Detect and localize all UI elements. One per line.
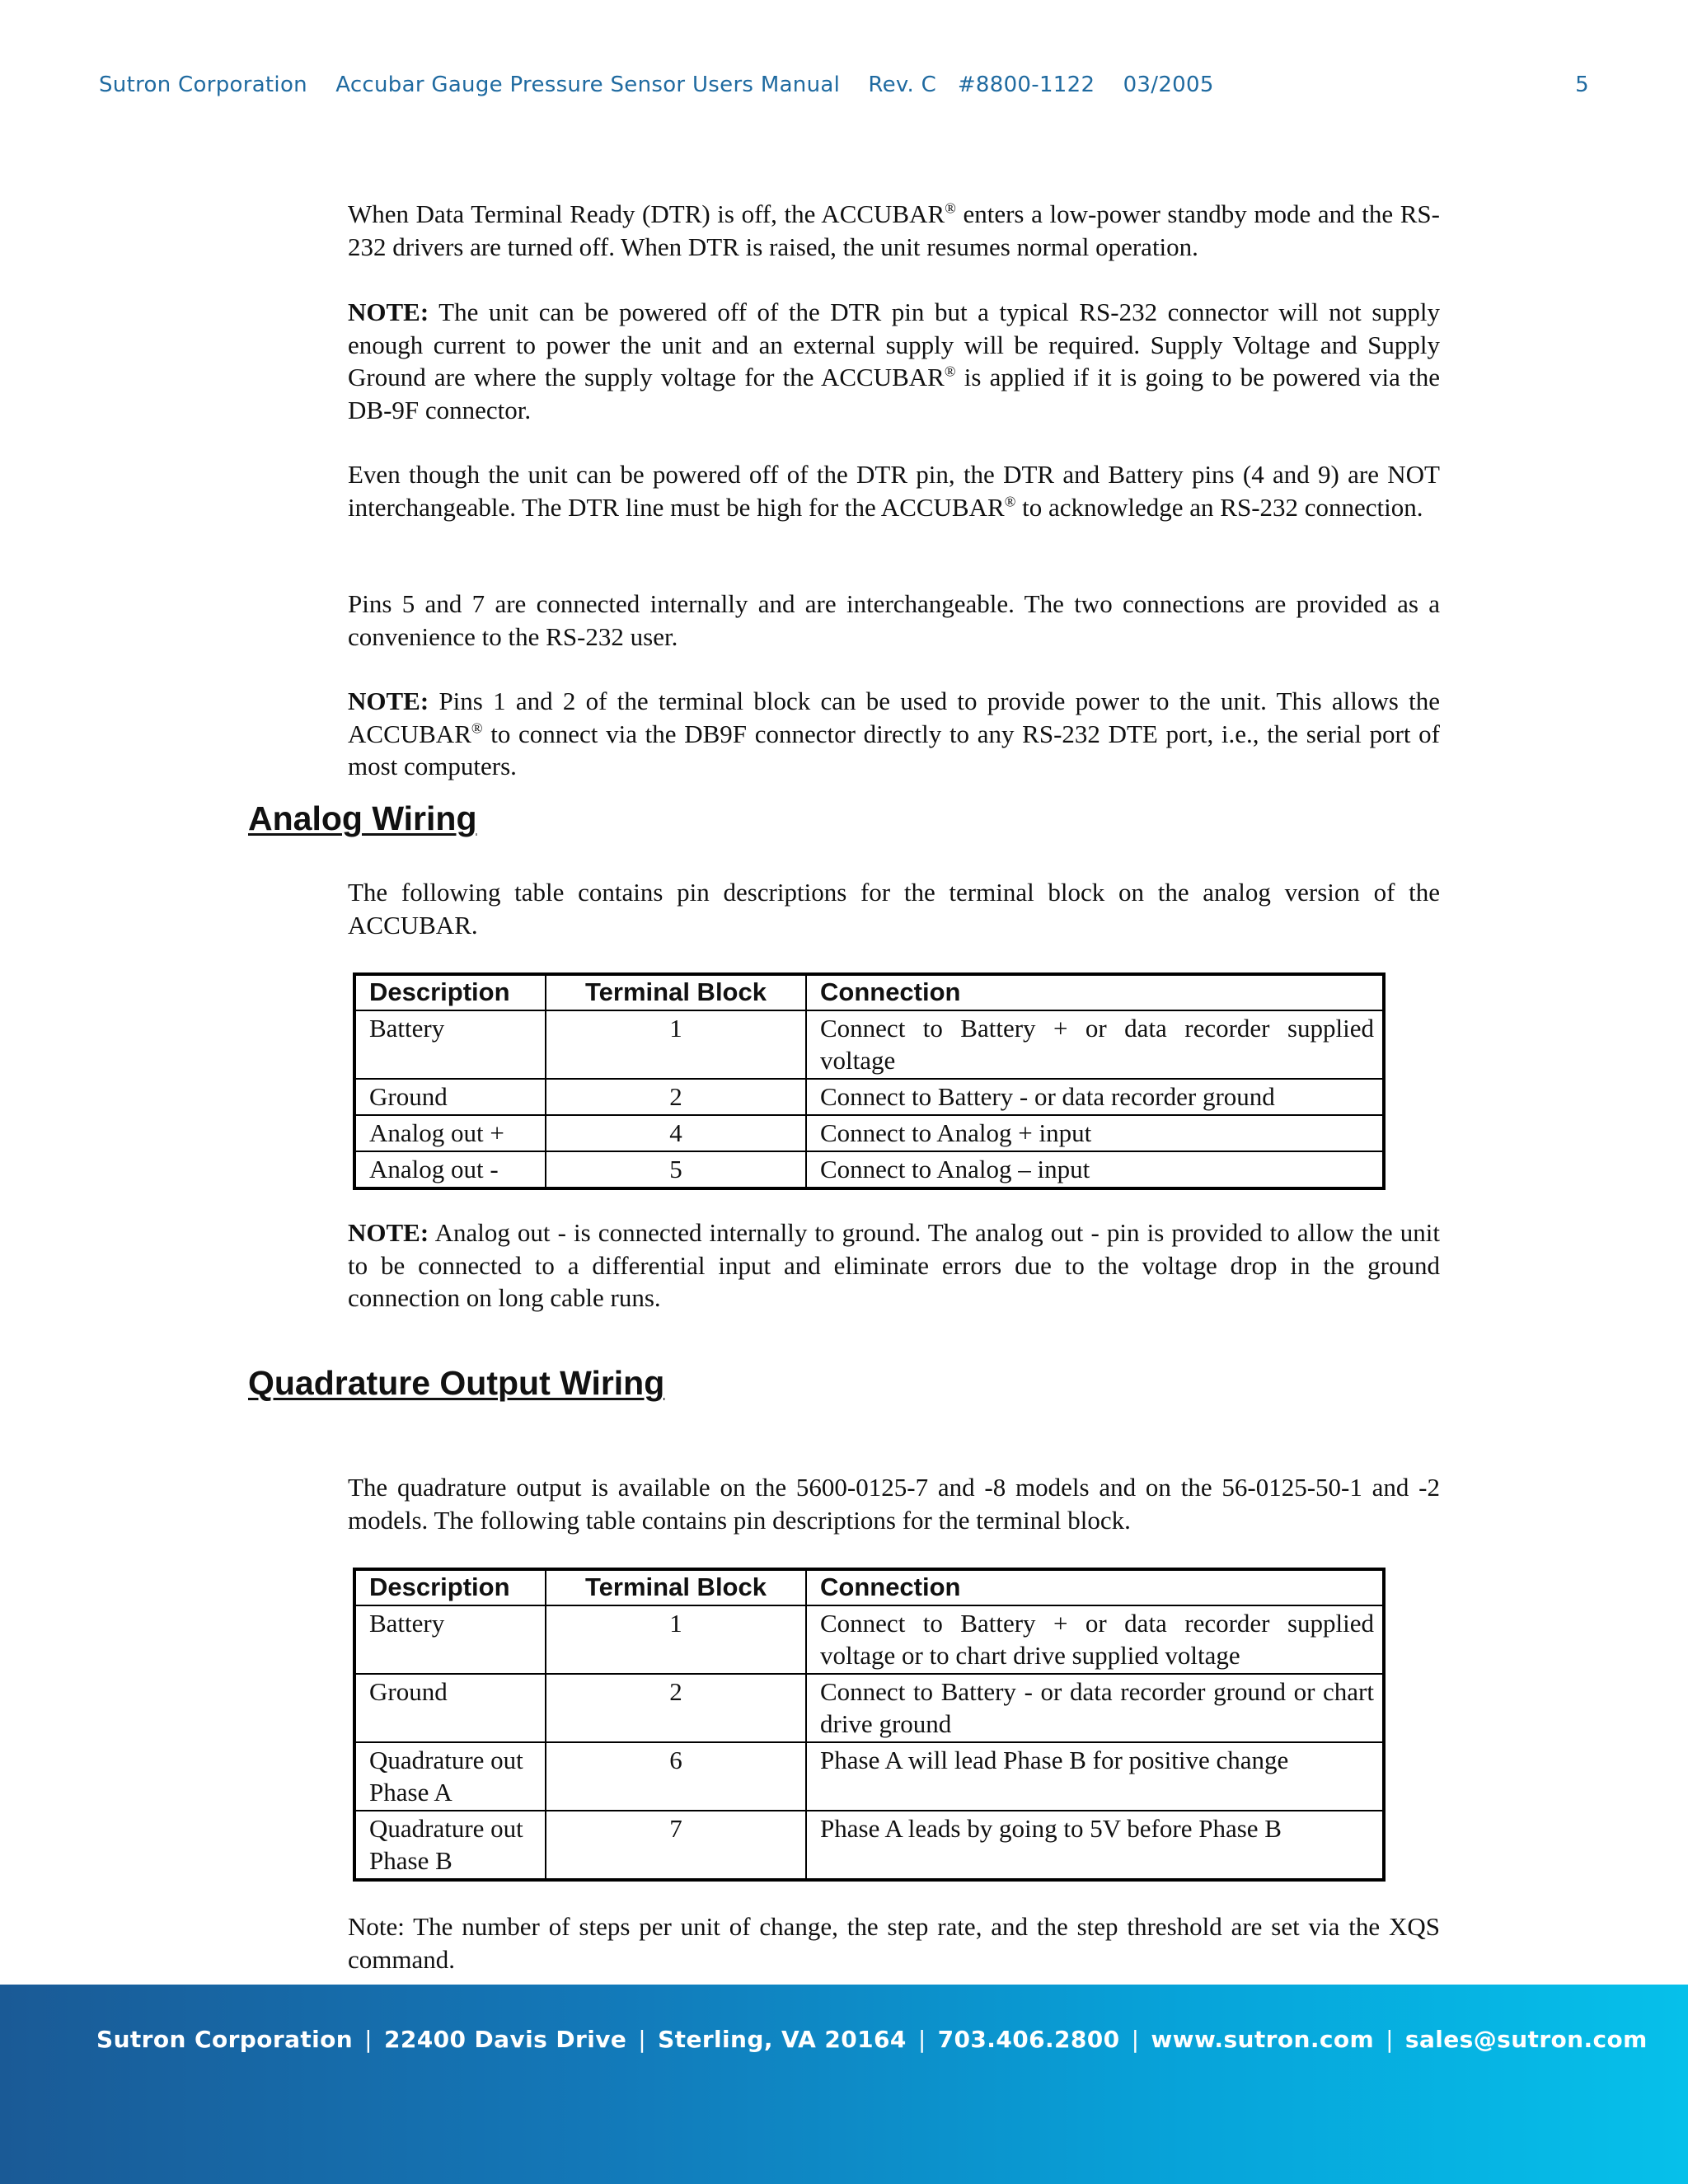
note-terminal-power: NOTE: Pins 1 and 2 of the terminal block can be used to provide power to the unit. This allows the ACCUBAR® to connect via the DB9F connector directly to any RS-232 DTE port, i.e., the serial port of most computers. [348,687,1440,780]
page-number: 5 [1575,73,1589,97]
column-header: Connection [806,974,1384,1010]
table-row: Battery 1 Connect to Battery + or data recorder supplied voltage or to chart drive supplied voltage [354,1605,1384,1674]
table-row: Analog out + 4 Connect to Analog + input [354,1115,1384,1151]
footer-email-link[interactable]: sales@sutron.com [1404,2026,1648,2053]
footer-website-link[interactable]: www.sutron.com [1151,2026,1375,2053]
table-row: Quadrature out Phase B 7 Phase A leads by going to 5V before Phase B [354,1811,1384,1880]
column-header: Terminal Block [546,1569,806,1605]
registered-mark: ® [945,199,956,217]
header-title: Sutron Corporation Accubar Gauge Pressure Sensor Users Manual Rev. C #8800-1122 03/2005 [99,73,1214,97]
analog-note: NOTE: Analog out - is connected internally to ground. The analog out - pin is provided to allow the unit to be connected to a differential input and eliminate errors due to the voltage drop in the ground connection on long cable runs. [348,1218,1440,1312]
page-footer [0,1985,1688,2184]
column-header: Description [354,974,546,1010]
column-header: Connection [806,1569,1384,1605]
column-header: Terminal Block [546,974,806,1010]
registered-mark: ® [1004,493,1016,510]
quadrature-pin-table [353,1568,1386,1882]
note-label: NOTE: [348,687,429,715]
footer-company: Sutron Corporation [96,2026,354,2053]
registered-mark: ® [944,363,956,380]
table-header-row [354,1569,1384,1605]
note-label: NOTE: [348,1218,429,1247]
table-row: Analog out - 5 Connect to Analog – input [354,1151,1384,1188]
pins-paragraph: Pins 5 and 7 are connected internally and are interchangeable. The two connections are provided as a convenience to the RS-232 user. [348,589,1440,651]
dtr-battery-paragraph: Even though the unit can be powered off of the DTR pin, the DTR and Battery pins (4 and 9) are NOT interchangeable. The DTR line must be high for the ACCUBAR® to acknowledge an RS-232 connection. [348,460,1440,522]
table-row: Ground 2 Connect to Battery - or data recorder ground [354,1079,1384,1115]
analog-wiring-heading: Analog Wiring [248,799,477,837]
quadrature-note: Note: The number of steps per unit of change, the step rate, and the step threshold are set via the XQS command. [348,1912,1440,1974]
table-row: Battery 1 Connect to Battery + or data recorder supplied voltage [354,1010,1384,1079]
page-header [99,73,1589,105]
quadrature-intro: The quadrature output is available on the 5600-0125-7 and -8 models and on the 56-0125-50-1 and -2 models. The following table contains pin descriptions for the terminal block. [348,1473,1440,1535]
note-dtr-power: NOTE: The unit can be powered off of the DTR pin but a typical RS-232 connector will not supply enough current to power the unit and an external supply will be required. Supply Voltage and Supply Ground are where the supply voltage for the ACCUBAR® is applied if it is going to be powered via the DB-9F connector. [348,298,1440,424]
analog-pin-table [353,972,1386,1190]
analog-intro: The following table contains pin descriptions for the terminal block on the analog version of the ACCUBAR. [348,878,1440,940]
footer-phone: 703.406.2800 [937,2026,1120,2053]
footer-contact-line: Sutron Corporation | 22400 Davis Drive | Sterling, VA 20164 | 703.406.2800 | www.sutron.com | sales@sutron.com [96,2026,1648,2053]
footer-address: 22400 Davis Drive [383,2026,627,2053]
note-label: NOTE: [348,298,429,326]
footer-city: Sterling, VA 20164 [658,2026,907,2053]
table-header-row [354,974,1384,1010]
table-row: Quadrature out Phase A 6 Phase A will lead Phase B for positive change [354,1742,1384,1811]
table-row: Ground 2 Connect to Battery - or data recorder ground or chart drive ground [354,1674,1384,1742]
column-header: Description [354,1569,546,1605]
dtr-paragraph: When Data Terminal Ready (DTR) is off, the ACCUBAR® enters a low-power standby mode and the RS-232 drivers are turned off. When DTR is raised, the unit resumes normal operation. [348,199,1440,261]
quadrature-wiring-heading: Quadrature Output Wiring [248,1364,665,1402]
registered-mark: ® [471,719,483,737]
